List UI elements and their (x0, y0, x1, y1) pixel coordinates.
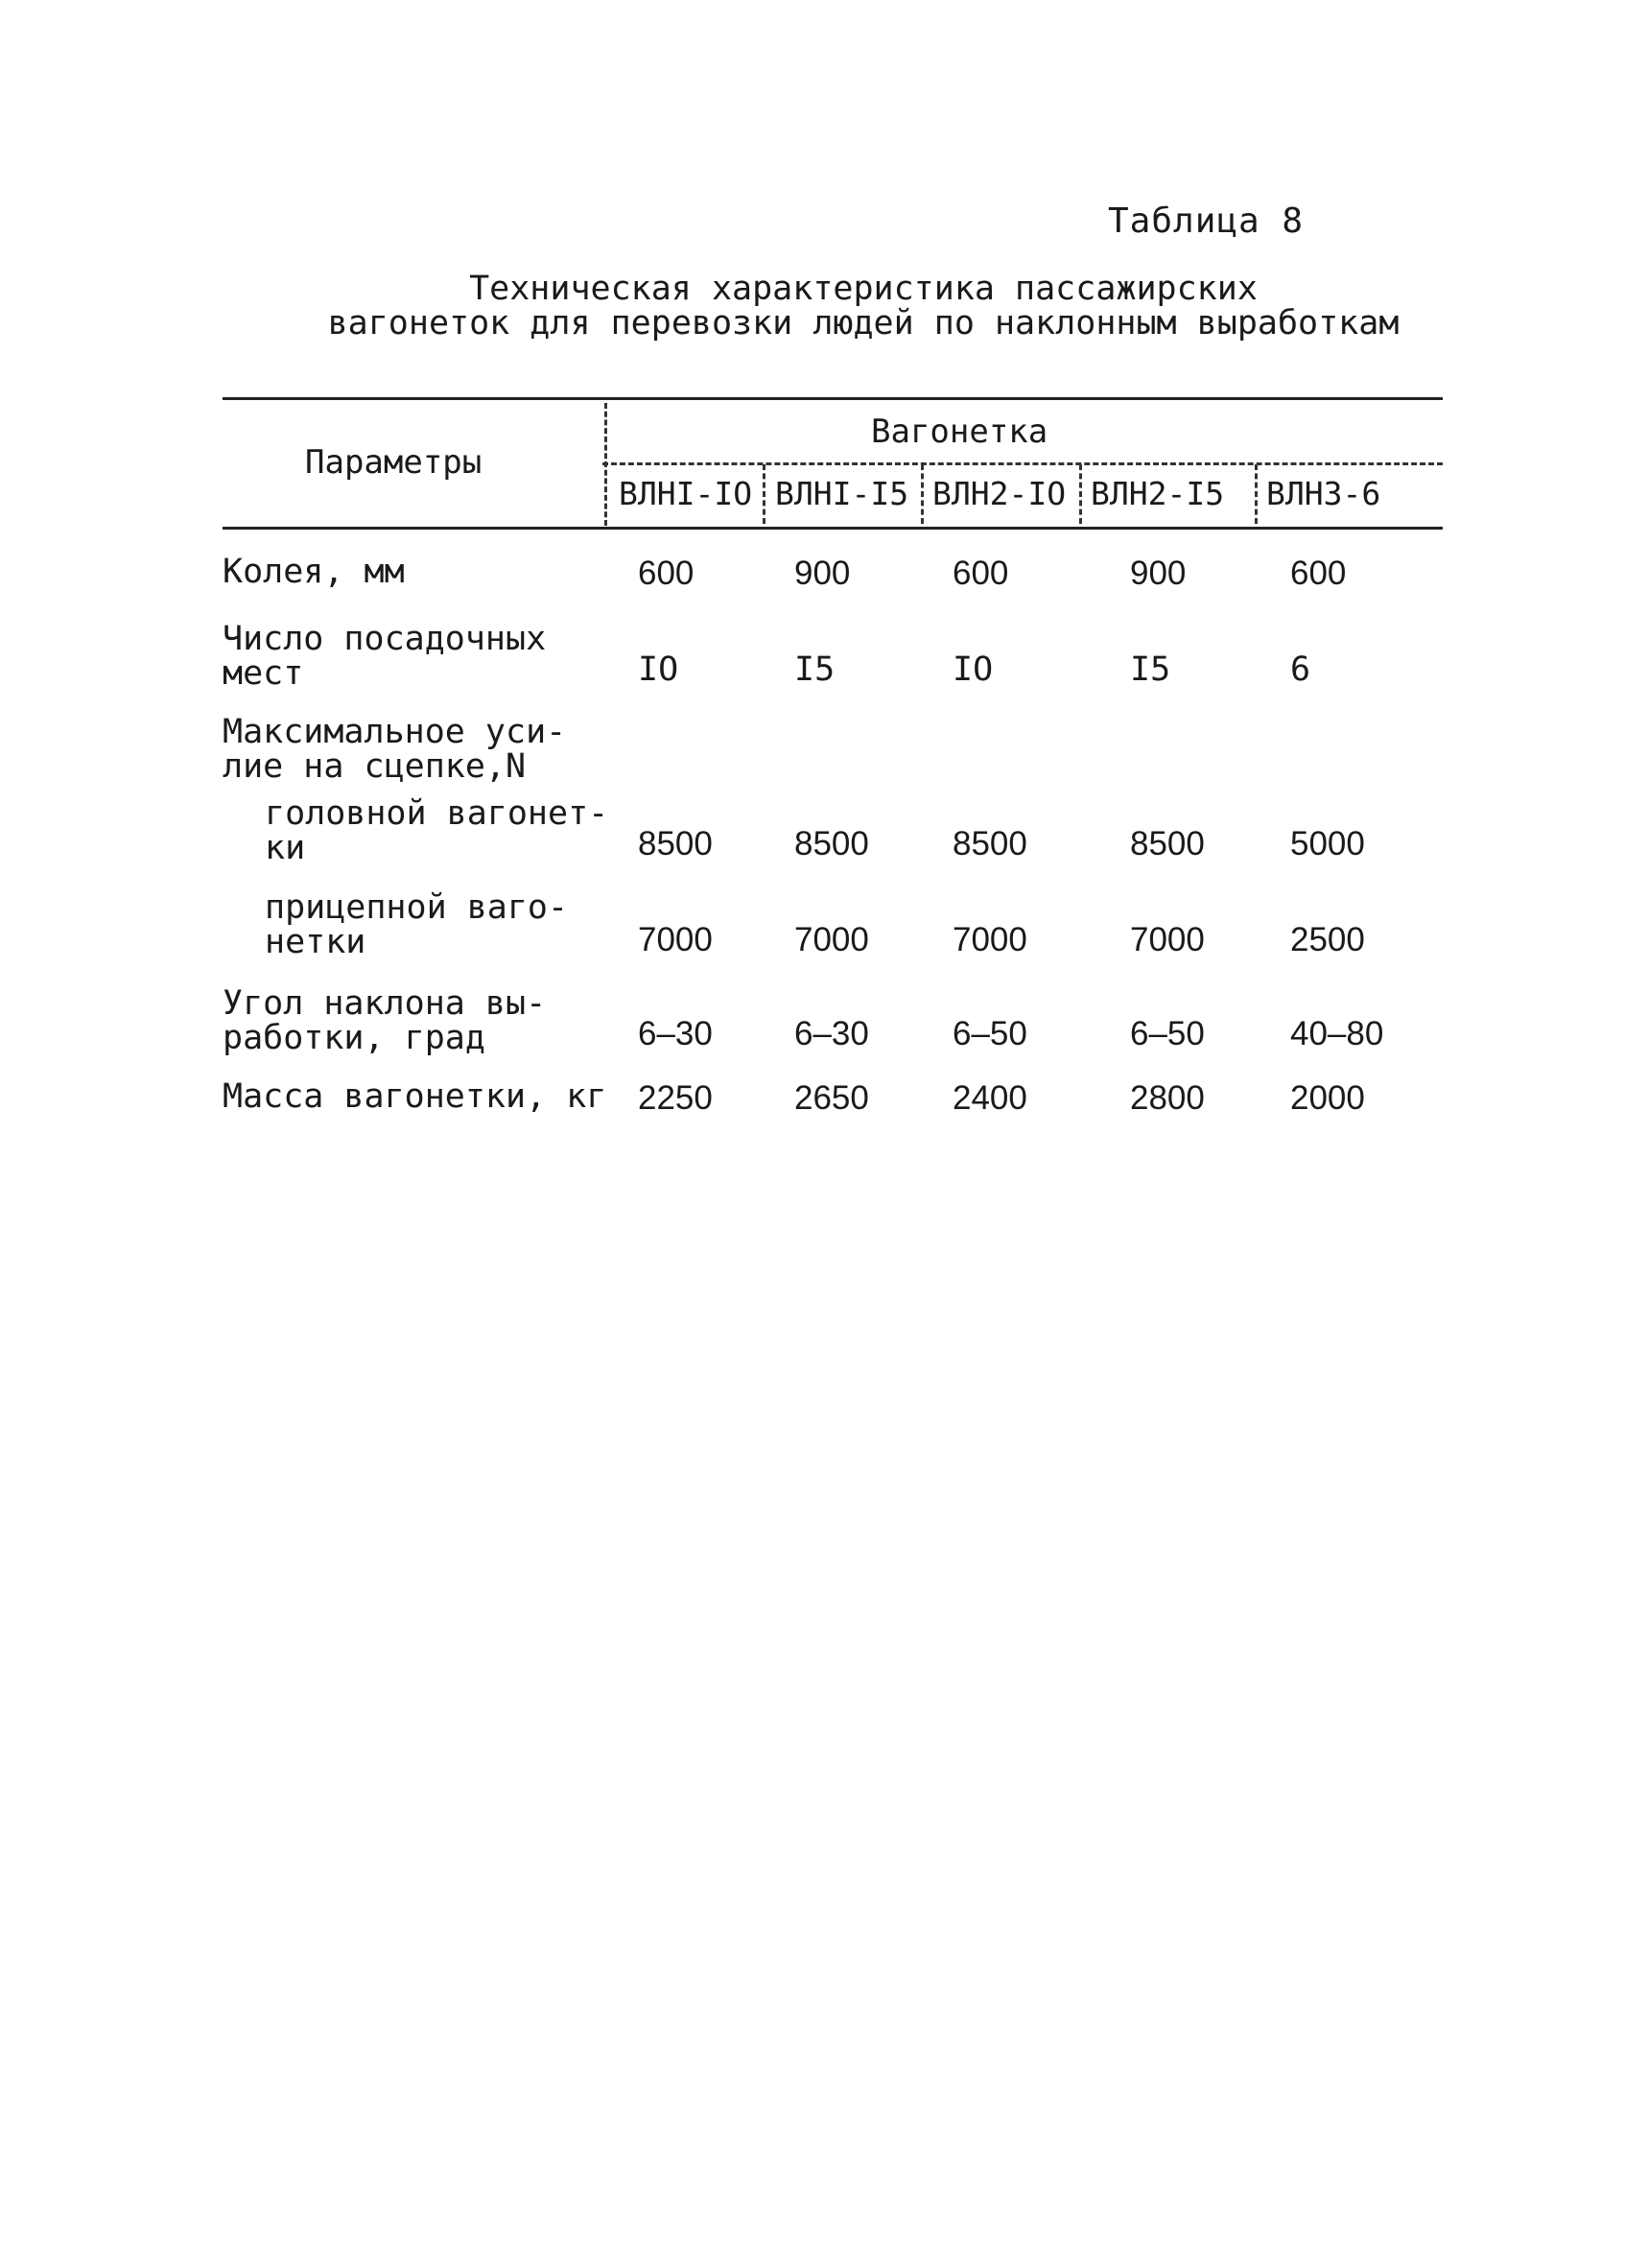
table-header-bottom-rule (223, 527, 1443, 530)
table-cell: 2000 (1290, 1079, 1365, 1117)
table-cell: 2650 (794, 1079, 869, 1117)
table-cell: 6 (1290, 650, 1311, 689)
table-cell: 600 (638, 555, 695, 592)
row-label-seats-line-1: Число посадочных (223, 620, 547, 658)
table-cell: 2800 (1130, 1079, 1205, 1117)
table-cell: 900 (1130, 555, 1187, 592)
table-subheader-rule (602, 462, 1443, 465)
table-cell: I5 (1130, 650, 1171, 689)
header-column-3: ВЛН2-IО (932, 475, 1067, 512)
row-label-coupling-force-line-1: Максимальное уси- (223, 713, 567, 751)
header-wagon-group: Вагонетка (871, 413, 1048, 451)
table-cell: 6–50 (1130, 1015, 1205, 1052)
table-title-line-1: Техническая характеристика пассажирских (469, 270, 1258, 308)
table-cell: 600 (953, 555, 1009, 592)
table-cell: 8500 (794, 825, 869, 862)
table-cell: I5 (794, 650, 836, 689)
table-cell: 7000 (638, 921, 713, 958)
table-cell: 900 (794, 555, 851, 592)
table-cell: 7000 (953, 921, 1027, 958)
table-cell: 7000 (794, 921, 869, 958)
row-label-head-wagon-line-2: ки (265, 829, 306, 867)
header-column-2: ВЛНI-I5 (775, 475, 909, 512)
row-label-mass: Масса вагонетки, кг (223, 1077, 607, 1116)
table-top-rule (223, 397, 1443, 400)
header-column-4: ВЛН2-I5 (1091, 475, 1225, 512)
table-cell: 8500 (953, 825, 1027, 862)
table-cell: 2500 (1290, 921, 1365, 958)
table-cell: 8500 (638, 825, 713, 862)
table-cell: 2250 (638, 1079, 713, 1117)
table-cell: IО (638, 650, 679, 689)
column-divider (604, 403, 607, 526)
table-cell: 6–30 (794, 1015, 869, 1052)
table-title-line-2: вагонеток для перевозки людей по наклонным выработкам (327, 304, 1400, 343)
table-cell: 7000 (1130, 921, 1205, 958)
table-cell: 2400 (953, 1079, 1027, 1117)
row-label-gauge: Колея, мм (223, 553, 405, 591)
row-label-head-wagon-line-1: головной вагонет- (265, 794, 609, 833)
column-divider (1255, 464, 1258, 524)
row-label-trailer-wagon-line-2: нетки (265, 923, 366, 961)
row-label-coupling-force-line-2: лие на сцепке,N (223, 747, 527, 786)
column-divider (1079, 464, 1082, 524)
header-column-1: ВЛНI-IО (619, 475, 753, 512)
row-label-incline-line-2: работки, град (223, 1019, 485, 1057)
header-column-5: ВЛН3-6 (1266, 475, 1381, 512)
row-label-trailer-wagon-line-1: прицепной ваго- (265, 888, 569, 927)
table-cell: 6–50 (953, 1015, 1027, 1052)
row-label-incline-line-1: Угол наклона вы- (223, 984, 547, 1023)
table-cell: IО (953, 650, 994, 689)
table-cell: 6–30 (638, 1015, 713, 1052)
table-cell: 600 (1290, 555, 1347, 592)
table-cell: 8500 (1130, 825, 1205, 862)
table-cell: 5000 (1290, 825, 1365, 862)
table-number: Таблица 8 (1108, 201, 1305, 241)
column-divider (921, 464, 924, 524)
header-parameters: Параметры (305, 443, 483, 482)
column-divider (763, 464, 765, 524)
row-label-seats-line-2: мест (223, 654, 304, 693)
table-cell: 40–80 (1290, 1015, 1384, 1052)
